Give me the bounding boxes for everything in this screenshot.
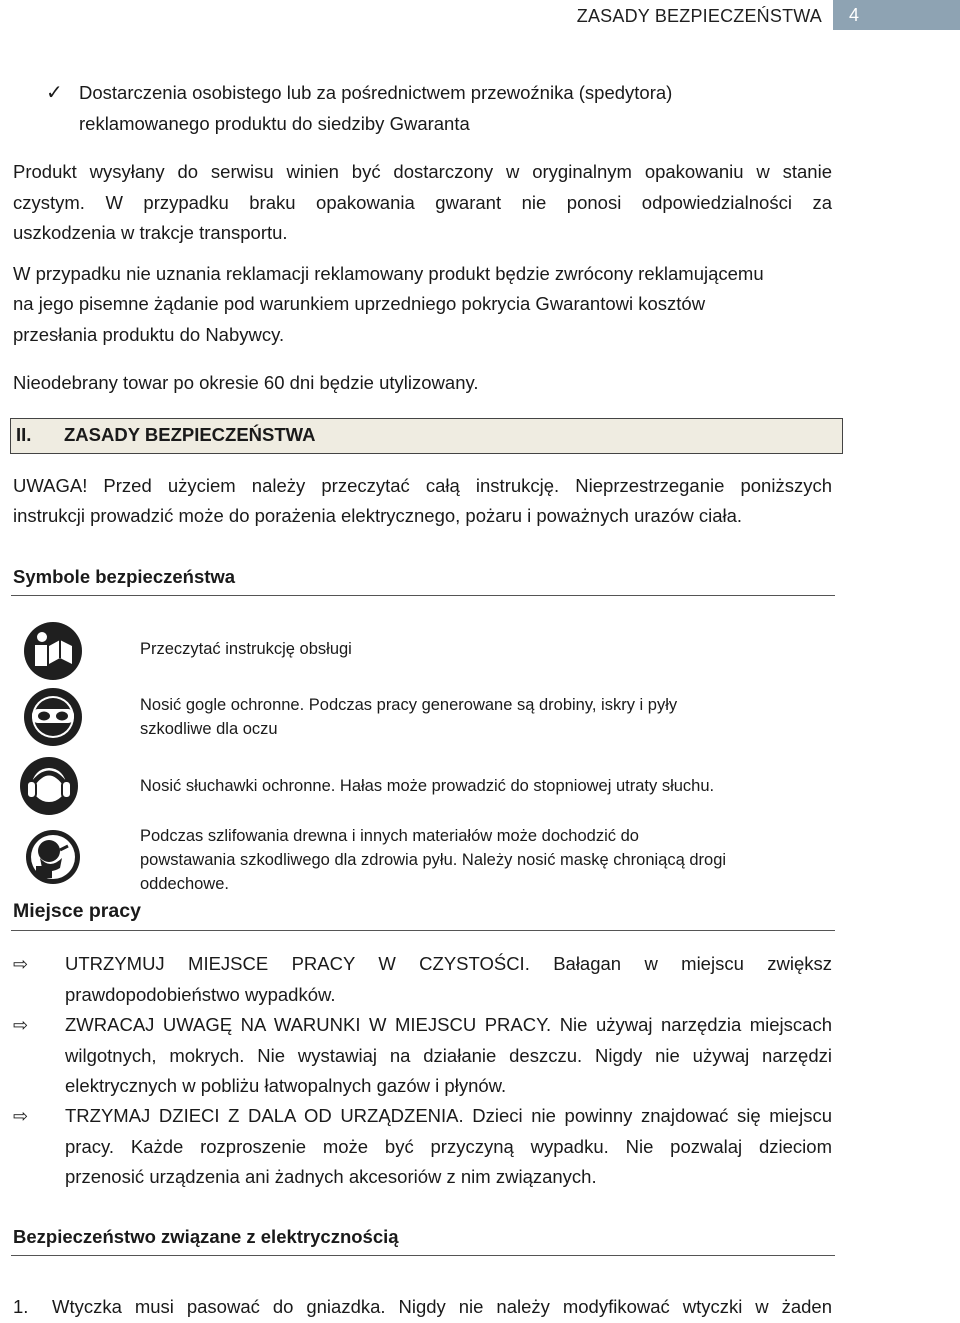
para2-line-2: na jego pisemne żądanie pod warunkiem uprzedniego pokrycia Gwarantowi kosztów bbox=[13, 293, 706, 314]
checkmark-icon: ✓ bbox=[46, 82, 63, 104]
section-title: ZASADY BEZPIECZEŃSTWA bbox=[64, 424, 316, 445]
symbol-text-goggles-line-2: szkodliwe dla oczu bbox=[140, 720, 278, 738]
disposal-note: Nieodebrany towar po okresie 60 dni będzie utylizowany. bbox=[13, 372, 479, 393]
workplace-item-1-line-1: UTRZYMUJ MIEJSCE PRACY W CZYSTOŚCI. Bałagan w miejscu zwiększ bbox=[65, 953, 832, 974]
symbols-heading-rule bbox=[11, 595, 835, 596]
electric-item-number: 1. bbox=[13, 1296, 29, 1317]
symbol-text-mask-line-3: oddechowe. bbox=[140, 875, 229, 893]
safety-goggles-icon bbox=[22, 686, 84, 748]
workplace-item-3-line-3: przenosić urządzenia ani żadnych akcesoriów z nim związanych. bbox=[65, 1166, 597, 1187]
para1-line-2: czystym. W przypadku braku opakowania gwarant nie ponosi odpowiedzialności za bbox=[13, 192, 832, 213]
delivery-item-line-2: reklamowanego produktu do siedziby Gwaranta bbox=[79, 113, 470, 134]
symbol-text-mask-line-2: powstawania szkodliwego dla zdrowia pyłu. Należy nosić maskę chroniącą drogi bbox=[140, 851, 727, 869]
workplace-item-3-line-1: TRZYMAJ DZIECI Z DALA OD URZĄDZENIA. Dzieci nie powinny znajdować się miejscu bbox=[65, 1105, 832, 1126]
para2-line-1: W przypadku nie uznania reklamacji reklamowany produkt będzie zwrócony reklamującemu bbox=[13, 263, 764, 284]
symbol-text-ear-protection: Nosić słuchawki ochronne. Hałas może prowadzić do stopniowej utraty słuchu. bbox=[140, 777, 715, 795]
workplace-item-2-line-3: elektrycznych w pobliżu łatwopalnych gazów i płynów. bbox=[65, 1075, 507, 1096]
delivery-item-line-1: Dostarczenia osobistego lub za pośrednictwem przewoźnika (spedytora) bbox=[79, 82, 673, 103]
symbols-heading: Symbole bezpieczeństwa bbox=[13, 566, 236, 587]
para2-line-3: przesłania produktu do Nabywcy. bbox=[13, 324, 285, 345]
page-number: 4 bbox=[833, 0, 960, 30]
arrow-bullet-icon: ⇨ bbox=[13, 954, 29, 974]
running-header-title: ZASADY BEZPIECZEŃSTWA bbox=[576, 6, 822, 26]
symbol-text-goggles-line-1: Nosić gogle ochronne. Podczas pracy generowane są drobiny, iskry i pyły bbox=[140, 696, 678, 714]
para1-line-1: Produkt wysyłany do serwisu winien być dostarczony w oryginalnym opakowaniu w stanie bbox=[13, 161, 832, 182]
workplace-item-2-line-2: wilgotnych, mokrych. Nie wystawiaj na działanie deszczu. Nigdy nie używaj narzędzi bbox=[65, 1045, 832, 1066]
electric-item-text: Wtyczka musi pasować do gniazdka. Nigdy nie należy modyfikować wtyczki w żaden bbox=[52, 1296, 832, 1317]
section-header bbox=[10, 418, 843, 454]
symbol-text-mask-line-1: Podczas szlifowania drewna i innych materiałów może dochodzić do bbox=[140, 827, 639, 845]
dust-mask-icon bbox=[24, 828, 82, 886]
arrow-bullet-icon: ⇨ bbox=[13, 1106, 29, 1126]
symbol-text-read-manual: Przeczytać instrukcję obsługi bbox=[140, 640, 352, 658]
electric-heading-rule bbox=[11, 1255, 835, 1256]
workplace-item-1-line-2: prawdopodobieństwo wypadków. bbox=[65, 984, 336, 1005]
workplace-heading: Miejsce pracy bbox=[13, 900, 141, 922]
read-manual-icon bbox=[22, 620, 84, 682]
electric-heading: Bezpieczeństwo związane z elektrycznością bbox=[13, 1226, 399, 1247]
workplace-item-3-line-2: pracy. Każde rozproszenie może być przyczyną wypadku. Nie pozwalaj dzieciom bbox=[65, 1136, 832, 1157]
warning-line-1: UWAGA! Przed użyciem należy przeczytać całą instrukcję. Nieprzestrzeganie poniższych bbox=[13, 475, 832, 496]
warning-line-2: instrukcji prowadzić może do porażenia elektrycznego, pożaru i poważnych urazów ciała. bbox=[13, 505, 743, 526]
workplace-item-2-line-1: ZWRACAJ UWAGĘ NA WARUNKI W MIEJSCU PRACY. Nie używaj narzędzia miejscach bbox=[65, 1014, 832, 1035]
ear-protection-icon bbox=[18, 755, 80, 817]
para1-line-3: uszkodzenia w trakcje transportu. bbox=[13, 222, 288, 243]
arrow-bullet-icon: ⇨ bbox=[13, 1015, 29, 1035]
section-number: II. bbox=[16, 424, 32, 445]
workplace-heading-rule bbox=[11, 930, 835, 931]
